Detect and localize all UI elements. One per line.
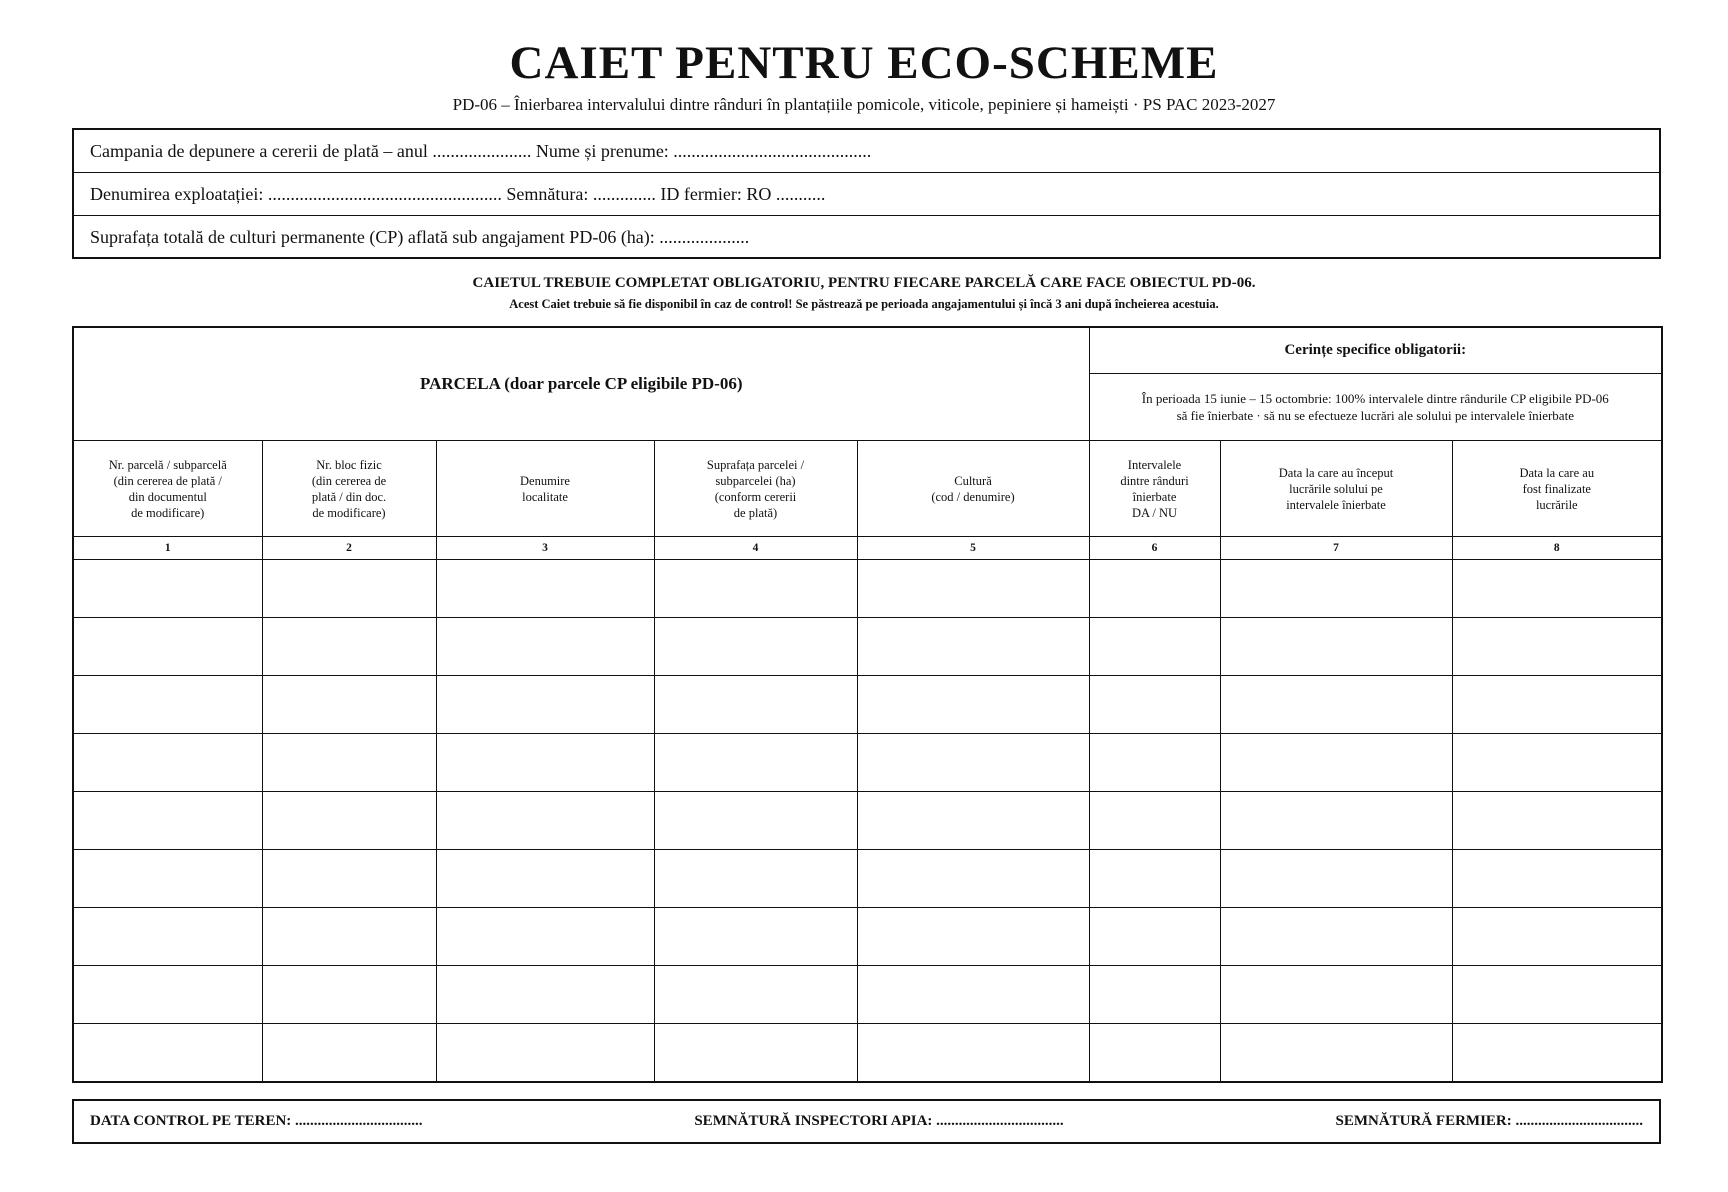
table-cell[interactable] xyxy=(262,850,436,908)
table-row xyxy=(73,734,1662,792)
table-cell[interactable] xyxy=(73,850,262,908)
table-cell[interactable] xyxy=(1089,966,1220,1024)
table-cell[interactable] xyxy=(1089,560,1220,618)
table-cell[interactable] xyxy=(857,850,1089,908)
column-header: Data la care au fost finalizate lucrările xyxy=(1452,441,1662,537)
table-cell[interactable] xyxy=(436,560,654,618)
table-cell[interactable] xyxy=(436,734,654,792)
column-number: 8 xyxy=(1452,537,1662,560)
table-cell[interactable] xyxy=(262,792,436,850)
farmer-info-box xyxy=(72,128,1661,259)
table-cell[interactable] xyxy=(1220,560,1452,618)
table-row xyxy=(73,618,1662,676)
table-cell[interactable] xyxy=(73,676,262,734)
inspector-signature-field[interactable]: SEMNĂTURĂ INSPECTORI APIA: .................................. xyxy=(694,1113,1064,1129)
table-cell[interactable] xyxy=(262,676,436,734)
table-cell[interactable] xyxy=(436,792,654,850)
column-header: Data la care au început lucrările solului pe intervalele înierbate xyxy=(1220,441,1452,537)
table-cell[interactable] xyxy=(436,850,654,908)
table-cell[interactable] xyxy=(1089,618,1220,676)
table-cell[interactable] xyxy=(262,618,436,676)
column-header: Nr. bloc fizic (din cererea de plată / din doc. de modificare) xyxy=(262,441,436,537)
column-header: Denumire localitate xyxy=(436,441,654,537)
cerinte-text: În perioada 15 iunie – 15 octombrie: 100% intervalele dintre rândurile CP eligibile PD-06 să fie înierbate · să nu se efectueze lucrări ale solului pe intervalele înierbate xyxy=(1089,374,1662,441)
table-cell[interactable] xyxy=(1452,1024,1662,1083)
table-cell[interactable] xyxy=(1452,618,1662,676)
table-cell[interactable] xyxy=(654,676,857,734)
info-row-campaign[interactable]: Campania de depunere a cererii de plată – anul ...................... Nume și prenume: ............................................ xyxy=(74,130,1659,173)
table-cell[interactable] xyxy=(1220,676,1452,734)
table-cell[interactable] xyxy=(1220,908,1452,966)
mandatory-notice: CAIETUL TREBUIE COMPLETAT OBLIGATORIU, PENTRU FIECARE PARCELĂ CARE FACE OBIECTUL PD-06. xyxy=(472,275,1256,291)
cerinte-header: Cerințe specifice obligatorii: xyxy=(1089,327,1662,374)
table-cell[interactable] xyxy=(654,560,857,618)
table-cell[interactable] xyxy=(654,1024,857,1083)
table-cell[interactable] xyxy=(73,560,262,618)
parcel-table xyxy=(72,326,1663,1083)
table-cell[interactable] xyxy=(73,966,262,1024)
table-cell[interactable] xyxy=(262,908,436,966)
parcela-header: PARCELA (doar parcele CP eligibile PD-06) xyxy=(73,327,1089,441)
table-row xyxy=(73,850,1662,908)
table-row xyxy=(73,676,1662,734)
table-cell[interactable] xyxy=(1452,850,1662,908)
table-cell[interactable] xyxy=(73,1024,262,1083)
table-cell[interactable] xyxy=(1220,966,1452,1024)
table-cell[interactable] xyxy=(1089,1024,1220,1083)
column-number: 1 xyxy=(73,537,262,560)
table-row xyxy=(73,908,1662,966)
table-cell[interactable] xyxy=(1452,734,1662,792)
column-number: 4 xyxy=(654,537,857,560)
table-cell[interactable] xyxy=(1089,792,1220,850)
table-cell[interactable] xyxy=(654,850,857,908)
table-cell[interactable] xyxy=(857,618,1089,676)
table-cell[interactable] xyxy=(1452,966,1662,1024)
table-cell[interactable] xyxy=(654,618,857,676)
table-cell[interactable] xyxy=(436,676,654,734)
control-date-field[interactable]: DATA CONTROL PE TEREN: .................................. xyxy=(90,1113,423,1129)
table-cell[interactable] xyxy=(262,560,436,618)
table-cell[interactable] xyxy=(262,966,436,1024)
column-number-row xyxy=(73,537,1662,560)
table-cell[interactable] xyxy=(857,734,1089,792)
table-cell[interactable] xyxy=(436,966,654,1024)
column-header: Suprafața parcelei / subparcelei (ha) (conform cererii de plată) xyxy=(654,441,857,537)
table-cell[interactable] xyxy=(1452,676,1662,734)
table-cell[interactable] xyxy=(654,966,857,1024)
table-cell[interactable] xyxy=(436,1024,654,1083)
page-subtitle: PD-06 – Înierbarea intervalului dintre rânduri în plantațiile pomicole, viticole, pepiniere și hameiști · PS PAC 2023-2027 xyxy=(452,95,1276,114)
info-row-surface[interactable]: Suprafața totală de culturi permanente (CP) aflată sub angajament PD-06 (ha): .................... xyxy=(90,227,750,247)
table-cell[interactable] xyxy=(1089,734,1220,792)
table-cell[interactable] xyxy=(73,792,262,850)
farmer-signature-field[interactable]: SEMNĂTURĂ FERMIER: .................................. xyxy=(1335,1113,1643,1129)
table-cell[interactable] xyxy=(1220,1024,1452,1083)
column-number: 2 xyxy=(262,537,436,560)
retention-notice: Acest Caiet trebuie să fie disponibil în caz de control! Se păstrează pe perioada angajamentului și încă 3 ani după încheierea acestuia. xyxy=(509,297,1219,311)
table-cell[interactable] xyxy=(857,966,1089,1024)
table-cell[interactable] xyxy=(857,792,1089,850)
table-cell[interactable] xyxy=(73,908,262,966)
table-row xyxy=(73,792,1662,850)
table-cell[interactable] xyxy=(1452,792,1662,850)
table-cell[interactable] xyxy=(654,908,857,966)
table-cell[interactable] xyxy=(1220,734,1452,792)
table-cell[interactable] xyxy=(436,908,654,966)
table-cell[interactable] xyxy=(857,1024,1089,1083)
info-row-exploitation[interactable]: Denumirea exploatației: .................................................... Semnătura: .............. ID fermier: RO ........... xyxy=(74,173,1659,216)
table-cell[interactable] xyxy=(262,734,436,792)
table-cell[interactable] xyxy=(1452,560,1662,618)
table-cell[interactable] xyxy=(1089,908,1220,966)
column-header: Intervalele dintre rânduri înierbate DA / NU xyxy=(1089,441,1220,537)
column-number: 7 xyxy=(1220,537,1452,560)
column-header: Cultură (cod / denumire) xyxy=(857,441,1089,537)
table-cell[interactable] xyxy=(1089,850,1220,908)
table-cell[interactable] xyxy=(1220,792,1452,850)
table-cell[interactable] xyxy=(1220,850,1452,908)
column-number: 6 xyxy=(1089,537,1220,560)
column-number: 3 xyxy=(436,537,654,560)
table-row xyxy=(73,560,1662,618)
table-cell[interactable] xyxy=(857,560,1089,618)
table-cell[interactable] xyxy=(857,676,1089,734)
table-cell[interactable] xyxy=(654,792,857,850)
table-cell[interactable] xyxy=(73,734,262,792)
table-cell[interactable] xyxy=(654,734,857,792)
table-cell[interactable] xyxy=(1452,908,1662,966)
table-row xyxy=(73,966,1662,1024)
control-footer xyxy=(72,1099,1661,1144)
column-header-row xyxy=(73,441,1662,537)
table-row xyxy=(73,1024,1662,1083)
table-cell[interactable] xyxy=(436,618,654,676)
page-title: CAIET PENTRU ECO-SCHEME xyxy=(509,37,1219,89)
column-number: 5 xyxy=(857,537,1089,560)
table-cell[interactable] xyxy=(1220,618,1452,676)
table-cell[interactable] xyxy=(262,1024,436,1083)
table-cell[interactable] xyxy=(73,618,262,676)
table-cell[interactable] xyxy=(857,908,1089,966)
table-cell[interactable] xyxy=(1089,676,1220,734)
column-header: Nr. parcelă / subparcelă (din cererea de plată / din documentul de modificare) xyxy=(73,441,262,537)
